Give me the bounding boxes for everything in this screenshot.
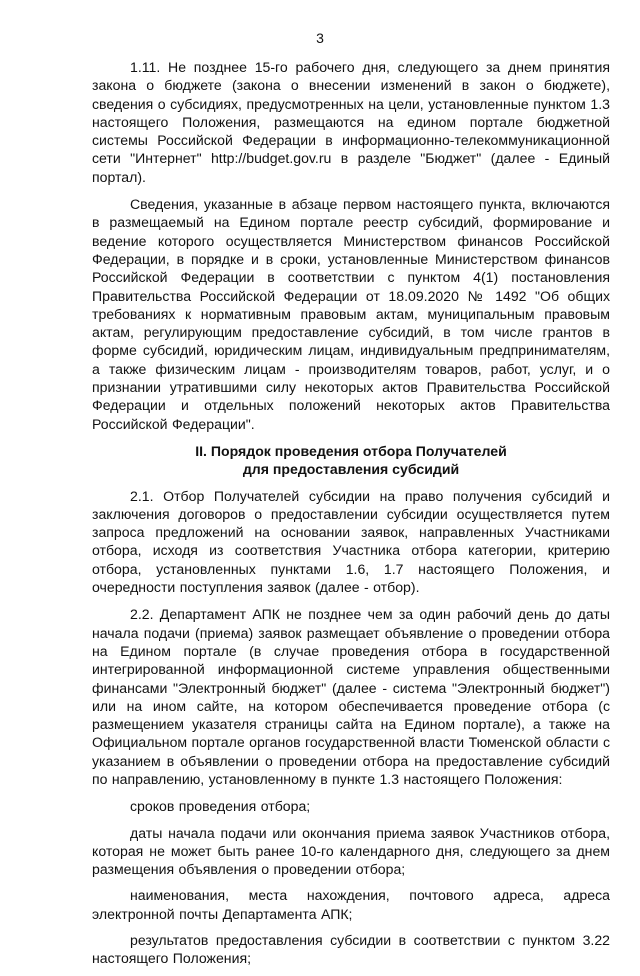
paragraph-2-2: 2.2. Департамент АПК не позднее чем за один рабочий день до даты начала подачи (приема) заявок размещает объявление о проведении отбора на Едином портале (в случае проведения отбора в государственной интегрированной информационной системе управления общественными финансами "Электронный бюджет" (далее - система "Электронный бюджет") или на ином сайте, на котором обеспечивается проведение отбора (с размещением указателя страницы сайта на Едином портале), а также на Официальном портале органов государственной власти Тюменской области с указанием в объявлении о проведении отбора на предоставление субсидий по направлению, установленному в пункте 1.3 настоящего Положения: xyxy=(92,606,610,787)
list-item-subsidy-results: результатов предоставления субсидии в соответствии с пунктом 3.22 настоящего Положения; xyxy=(92,932,610,967)
paragraph-registry-info: Сведения, указанные в абзаце первом настоящего пункта, включаются в размещаемый на Едином портале реестр субсидий, формирование и ведение которого осуществляется Министерством финансов Российской Федерации, в порядке и в сроки, установленные Министерством финансов Российской Федерации в соответствии с пунктом 4(1) постановления Правительства Российской Федерации от 18.09.2020 № 1492 "Об общих требованиях к нормативным правовым актам, муниципальным правовым актам, регулирующим предоставление субсидий, в том числе грантов в форме субсидий, юридическим лицам, индивидуальным предпринимателям, а также физическим лицам - производителям товаров, работ, услуг, и о признании утратившими силу некоторых актов Правительства Российской Федерации и отдельных положений некоторых актов Правительства Российской Федерации". xyxy=(92,196,610,432)
list-item-selection-period: сроков проведения отбора; xyxy=(130,798,311,815)
section-heading-line-2: для предоставления субсидий xyxy=(242,461,460,478)
page-number: 3 xyxy=(316,30,324,46)
paragraph-2-1: 2.1. Отбор Получателей субсидии на право получения субсидий и заключения договоров о предоставлении субсидии осуществляется путем запроса предложений на основании заявок, направленных Участниками отбора, исходя из соответствия Участника отбора категории, критерию отбора, установленных пунктами 1.6, 1.7 настоящего Положения, и очередности поступления заявок (далее - отбор). xyxy=(92,487,610,596)
list-item-application-dates: даты начала подачи или окончания приема заявок Участников отбора, которая не может быть ранее 10-го календарного дня, следующего за днем размещения объявления о проведении отбора; xyxy=(92,824,610,878)
section-heading xyxy=(92,442,610,479)
list-item-department-contacts: наименования, места нахождения, почтового адреса, адреса электронной почты Департамента АПК; xyxy=(92,887,610,922)
section-heading-line-1: II. Порядок проведения отбора Получателей xyxy=(195,442,507,459)
paragraph-1-11: 1.11. Не позднее 15-го рабочего дня, следующего за днем принятия закона о бюджете (закона о внесении изменений в закон о бюджете), сведения о субсидиях, предусмотренных на цели, установленные пунктом 1.3 настоящего Положения, размещаются на едином портале бюджетной системы Российской Федерации в информационно-телекоммуникационной сети "Интернет" http://budget.gov.ru в разделе "Бюджет" (далее - Единый портал). xyxy=(92,59,610,185)
document-body xyxy=(92,58,610,976)
